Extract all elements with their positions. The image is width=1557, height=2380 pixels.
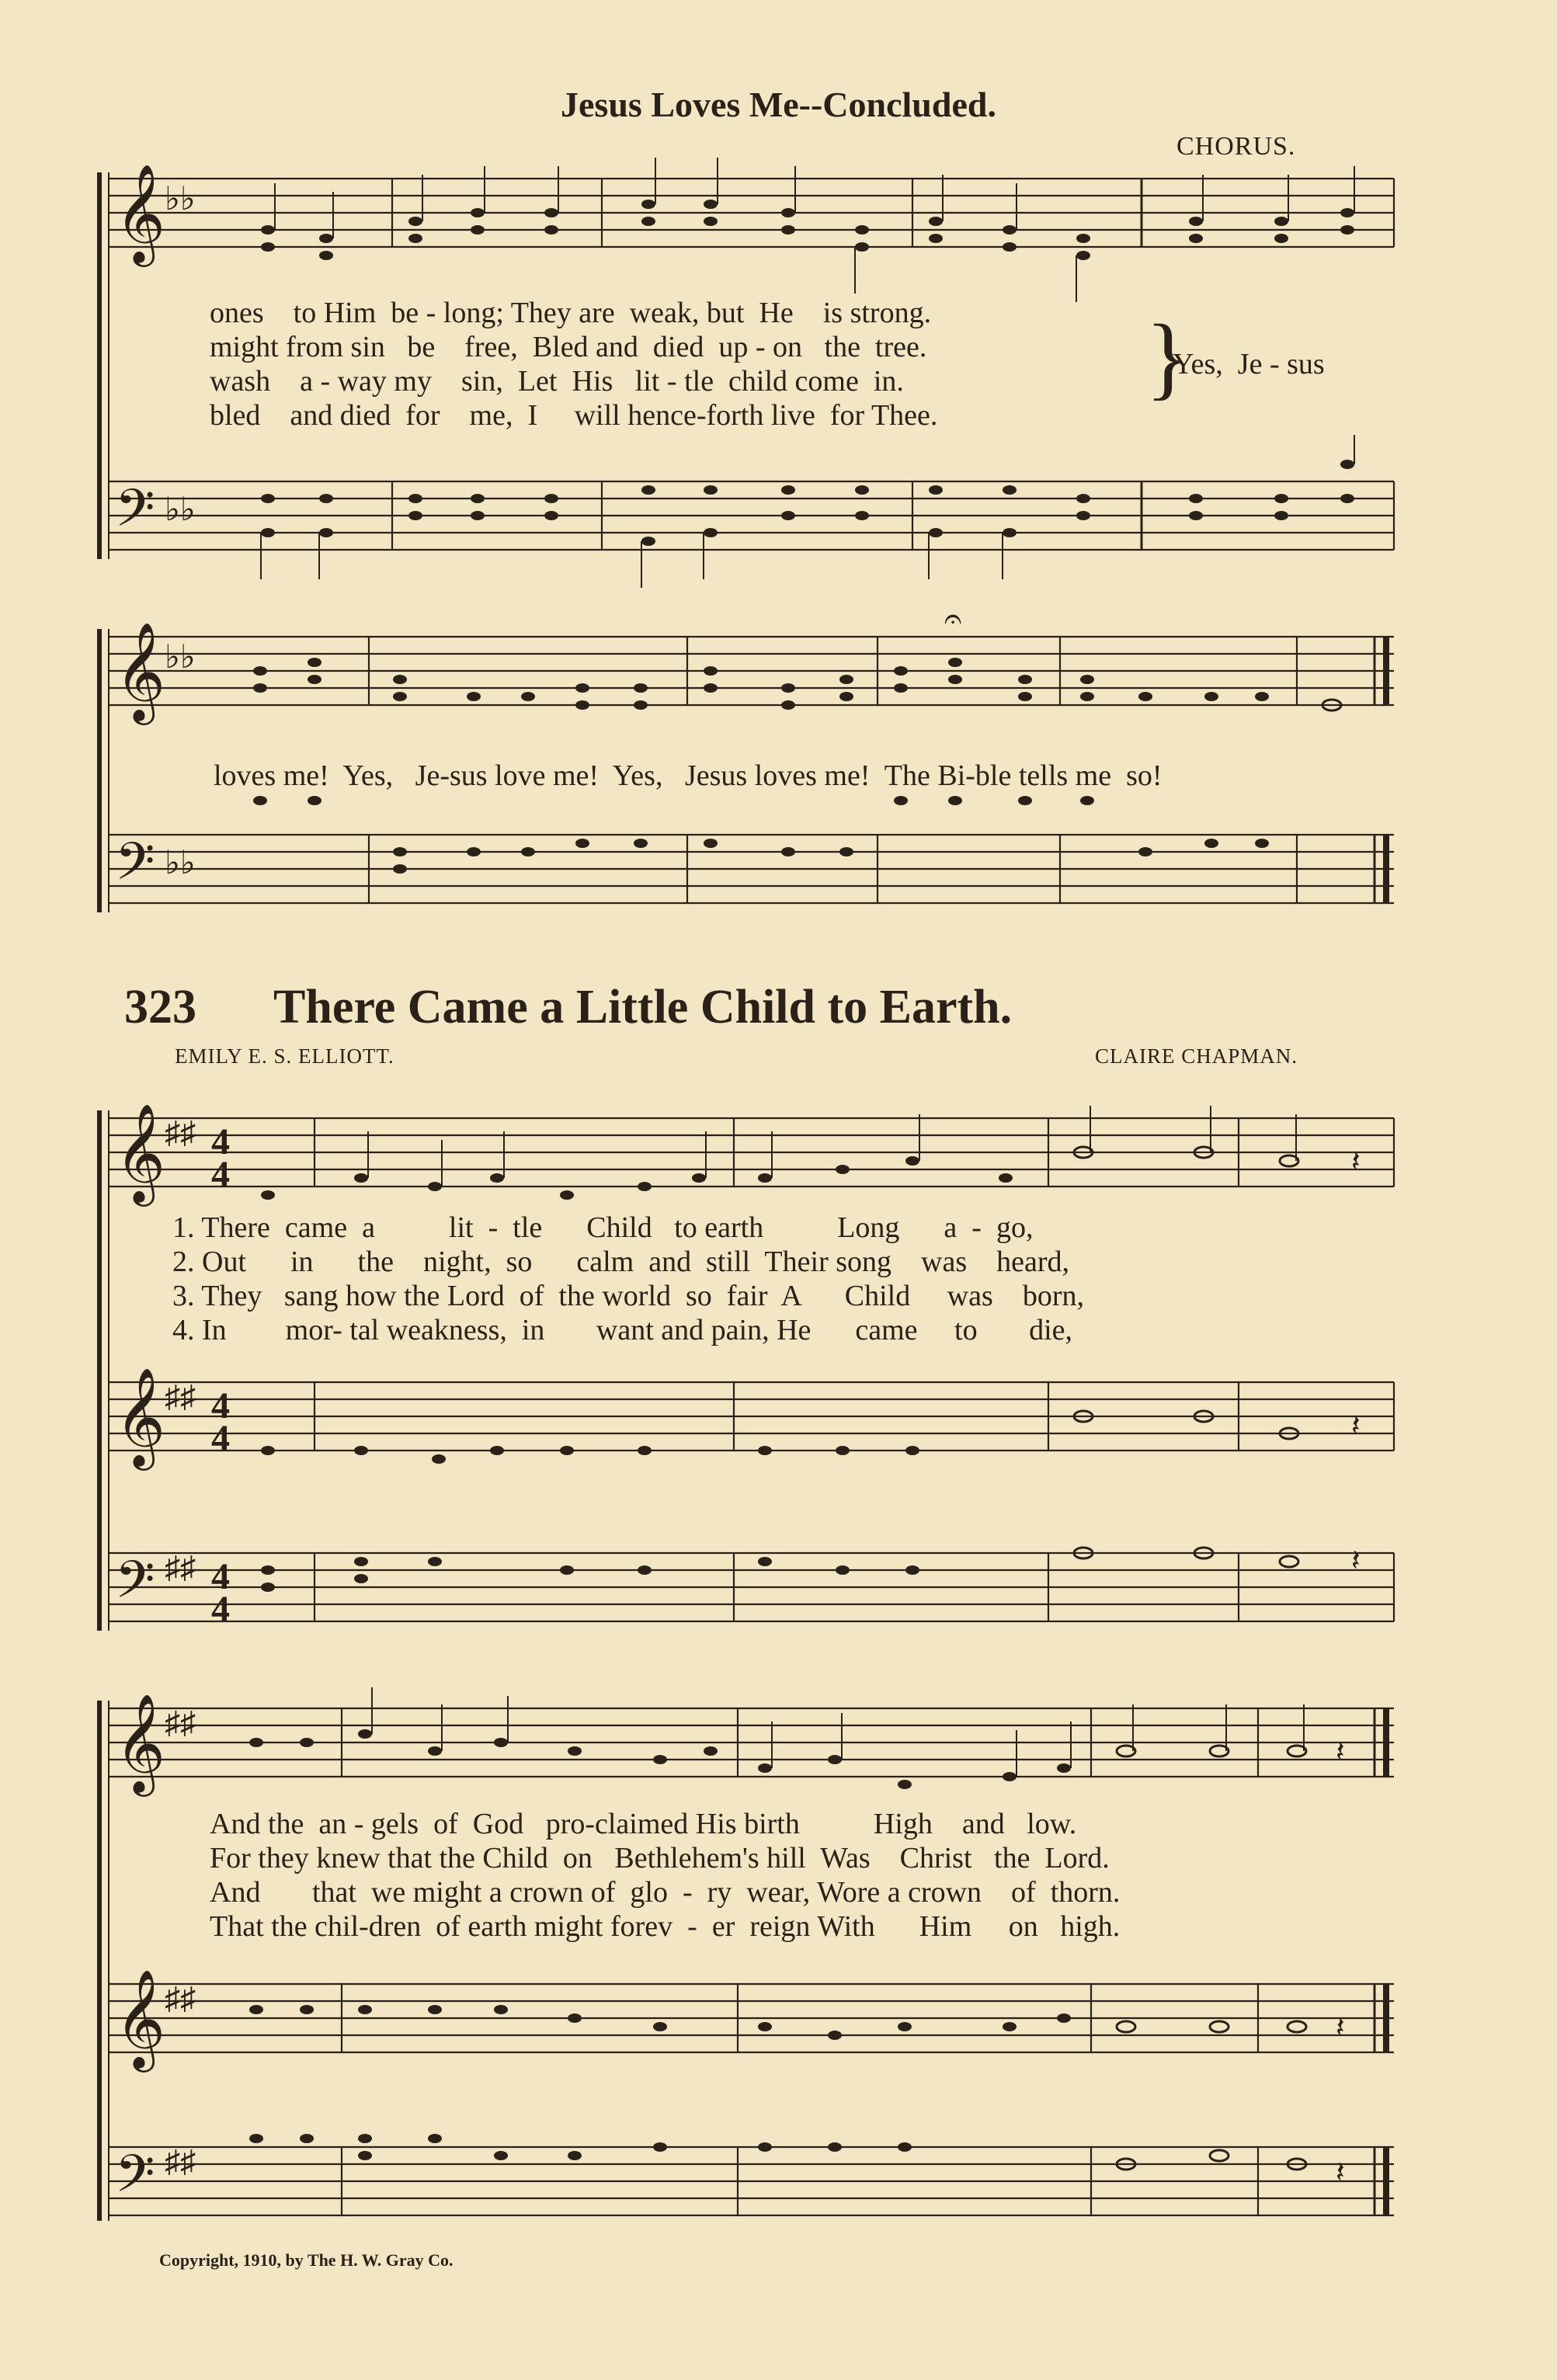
- lc-section2-line-4: That the chil-dren of earth might forev - er reign With Him on high.: [210, 1910, 1121, 1943]
- key-signature-flats: ♭♭: [165, 182, 196, 217]
- bass-clef-icon: 𝄢: [115, 835, 155, 903]
- bass-clef-icon: 𝄢: [115, 2147, 155, 2215]
- lc-section1-line-3: 3. They sang how the Lord of the world so fair A Child was born,: [172, 1280, 1084, 1312]
- lc-section2-line-1: And the an - gels of God pro-claimed His birth High and low.: [210, 1808, 1077, 1840]
- continuation-title: Jesus Loves Me--Concluded.: [561, 85, 996, 124]
- system-3-notation: [0, 1087, 1557, 1693]
- rest-icon: 𝄽: [1351, 1544, 1361, 1577]
- fermata-icon: 𝄐: [944, 601, 962, 636]
- hymn-title: There Came a Little Child to Earth.: [273, 981, 1013, 1034]
- time-signature: 4: [211, 1121, 230, 1162]
- composer-credit: CLAIRE CHAPMAN.: [1095, 1044, 1298, 1068]
- copyright-notice: Copyright, 1910, by The H. W. Gray Co.: [159, 2250, 454, 2270]
- rest-icon: 𝄽: [1336, 2011, 1345, 2044]
- svg-text:4: 4: [211, 1589, 230, 1630]
- rest-icon: 𝄽: [1336, 2156, 1345, 2189]
- svg-text:♭♭: ♭♭: [165, 846, 196, 881]
- hymn-number: 323: [124, 981, 196, 1034]
- jlm-verse-line-4: bled and died for me, I will hence-forth live for Thee.: [210, 399, 938, 432]
- svg-text:♯♯: ♯♯: [165, 2144, 196, 2179]
- svg-text:♯♯: ♯♯: [165, 1981, 196, 2016]
- svg-text:4: 4: [211, 1154, 230, 1195]
- verse-brace: }: [1145, 305, 1190, 408]
- treble-clef-icon: 𝄞: [115, 1370, 166, 1464]
- jlm-verse-line-2: might from sin be free, Bled and died up - on the tree.: [210, 331, 927, 363]
- treble-clef-icon: 𝄞: [115, 624, 166, 719]
- rest-icon: 𝄽: [1351, 1409, 1361, 1442]
- lc-section1-line-4: 4. In mor- tal weakness, in want and pain, He came to die,: [172, 1314, 1073, 1346]
- key-signature-sharps: ♯♯: [165, 1115, 196, 1150]
- jlm-verse-line-1: ones to Him be - long; They are weak, but He is strong.: [210, 297, 932, 329]
- jlm-chorus-start: Yes, Je - sus: [1173, 348, 1325, 380]
- system-2-notation: [0, 601, 1557, 971]
- bass-clef-icon: 𝄢: [115, 1553, 155, 1621]
- svg-text:♯♯: ♯♯: [165, 1705, 196, 1740]
- treble-clef-icon: 𝄞: [115, 1696, 166, 1791]
- rest-icon: 𝄽: [1351, 1145, 1361, 1178]
- lc-section1-line-1: 1. There came a lit - tle Child to earth Long a - go,: [172, 1211, 1034, 1244]
- svg-text:4: 4: [211, 1385, 230, 1426]
- svg-text:♭♭: ♭♭: [165, 492, 196, 528]
- treble-clef-icon: 𝄞: [115, 166, 166, 261]
- jlm-chorus-line: loves me! Yes, Je-sus love me! Yes, Jesus loves me! The Bi-ble tells me so!: [214, 759, 1163, 792]
- svg-text:♯♯: ♯♯: [165, 1550, 196, 1585]
- system-4-notation: [0, 1685, 1557, 2244]
- chorus-label: CHORUS.: [1176, 132, 1296, 161]
- svg-text:♯♯: ♯♯: [165, 1379, 196, 1414]
- svg-text:4: 4: [211, 1556, 230, 1597]
- svg-text:4: 4: [211, 1418, 230, 1459]
- svg-text:♭♭: ♭♭: [165, 640, 196, 676]
- lc-section1-line-2: 2. Out in the night, so calm and still Their song was heard,: [172, 1246, 1069, 1278]
- treble-clef-icon: 𝄞: [115, 1972, 166, 2066]
- lc-section2-line-2: For they knew that the Child on Bethlehem's hill Was Christ the Lord.: [210, 1842, 1110, 1874]
- lc-section2-line-3: And that we might a crown of glo - ry wear, Wore a crown of thorn.: [210, 1876, 1121, 1909]
- author-credit: EMILY E. S. ELLIOTT.: [175, 1044, 394, 1068]
- jlm-verse-line-3: wash a - way my sin, Let His lit - tle child come in.: [210, 365, 904, 398]
- bass-clef-icon: 𝄢: [115, 481, 155, 550]
- treble-clef-icon: 𝄞: [115, 1106, 166, 1200]
- rest-icon: 𝄽: [1336, 1735, 1345, 1768]
